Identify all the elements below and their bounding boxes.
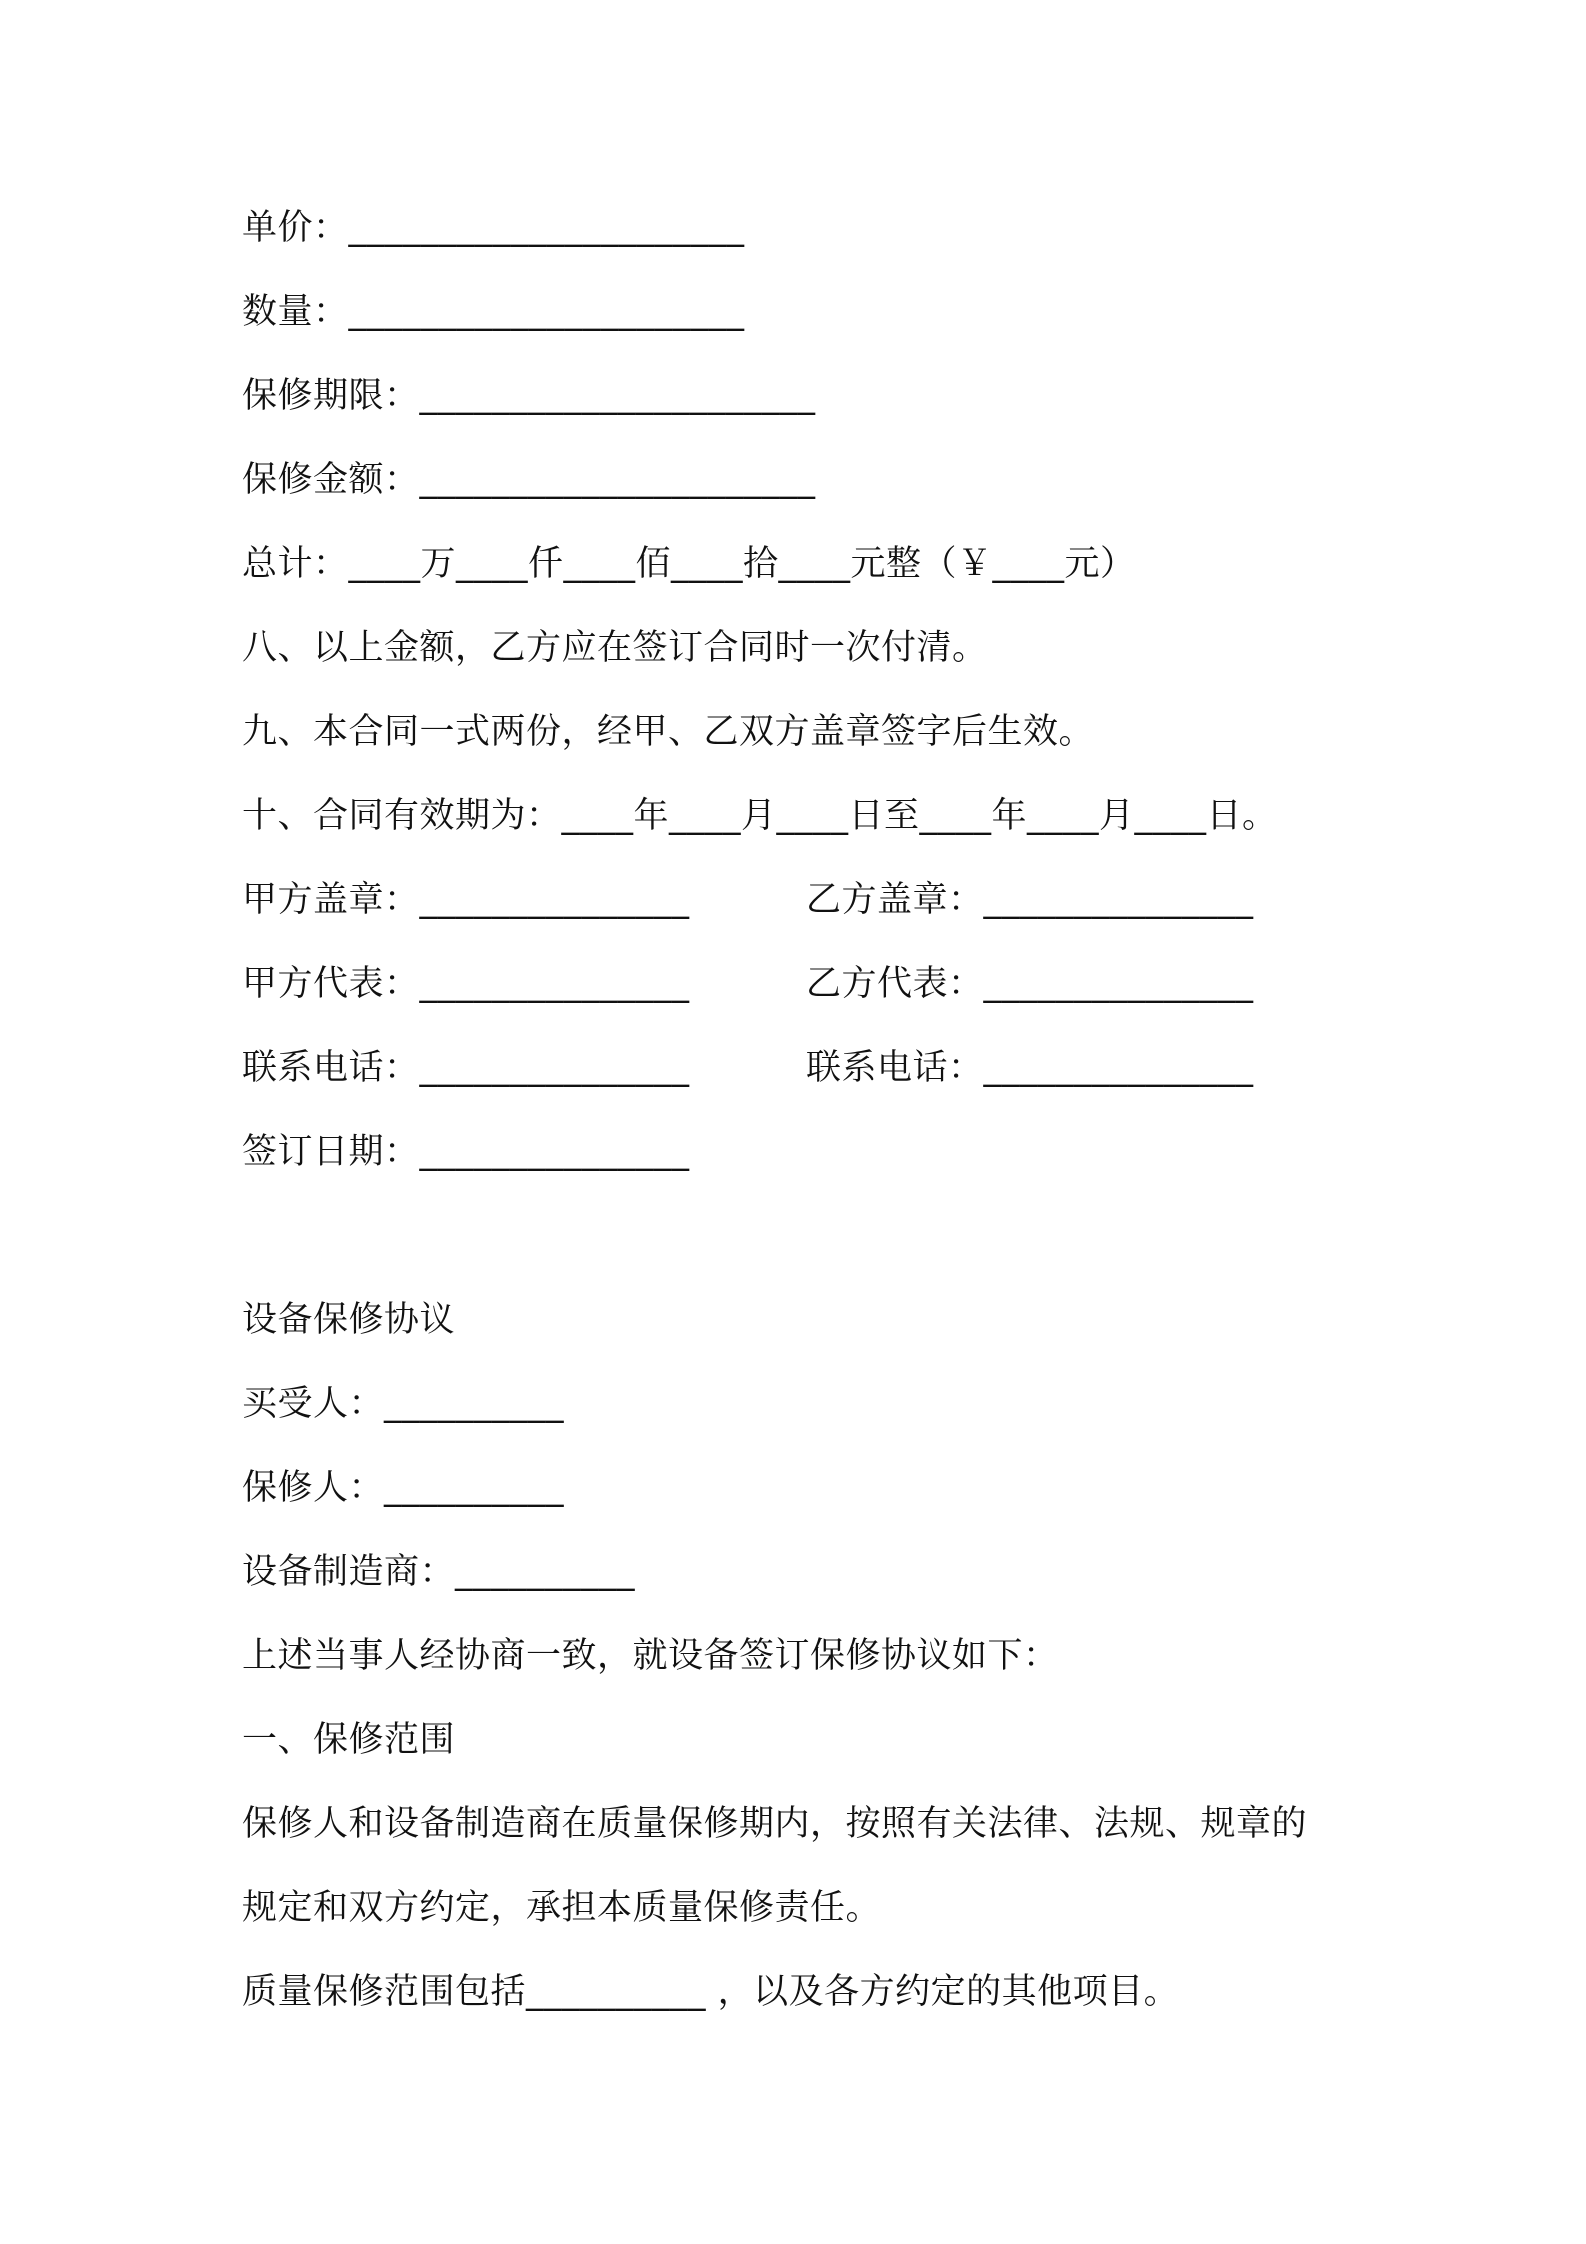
total-line: 总计：____万____仟____佰____拾____元整（￥____元） — [242, 544, 1136, 584]
warranty-scope-paragraph-line2: 规定和双方约定，承担本质量保修责任。 — [242, 1888, 882, 1928]
agreement-title: 设备保修协议 — [242, 1300, 456, 1340]
party-a-phone: 联系电话：_______________ — [242, 1048, 690, 1088]
party-b-seal: 乙方盖章：_______________ — [806, 880, 1254, 920]
party-b-representative: 乙方代表：_______________ — [806, 964, 1254, 1004]
party-a-seal: 甲方盖章：_______________ — [242, 880, 690, 920]
sign-date: 签订日期：_______________ — [242, 1132, 690, 1172]
warranty-scope-items: 质量保修范围包括__________ ，以及各方约定的其他项目。 — [242, 1972, 1180, 2012]
clause-9: 九、本合同一式两份，经甲、乙双方盖章签字后生效。 — [242, 712, 1095, 752]
warranty-period-line: 保修期限：______________________ — [242, 376, 816, 416]
buyer-line: 买受人：__________ — [242, 1384, 565, 1424]
clause-8: 八、以上金额，乙方应在签订合同时一次付清。 — [242, 628, 988, 668]
clause-10: 十、合同有效期为：____年____月____日至____年____月____日。 — [242, 796, 1278, 836]
party-a-representative: 甲方代表：_______________ — [242, 964, 690, 1004]
warranty-amount-line: 保修金额：______________________ — [242, 460, 816, 500]
quantity-line: 数量：______________________ — [242, 292, 745, 332]
manufacturer-line: 设备制造商：__________ — [242, 1552, 636, 1592]
party-b-phone: 联系电话：_______________ — [806, 1048, 1254, 1088]
warranty-scope-paragraph-line1: 保修人和设备制造商在质量保修期内，按照有关法律、法规、规章的 — [242, 1804, 1308, 1844]
warrantor-line: 保修人：__________ — [242, 1468, 565, 1508]
intro-paragraph: 上述当事人经协商一致，就设备签订保修协议如下： — [242, 1636, 1059, 1676]
section-heading-1: 一、保修范围 — [242, 1720, 456, 1760]
unit-price-line: 单价：______________________ — [242, 208, 745, 248]
